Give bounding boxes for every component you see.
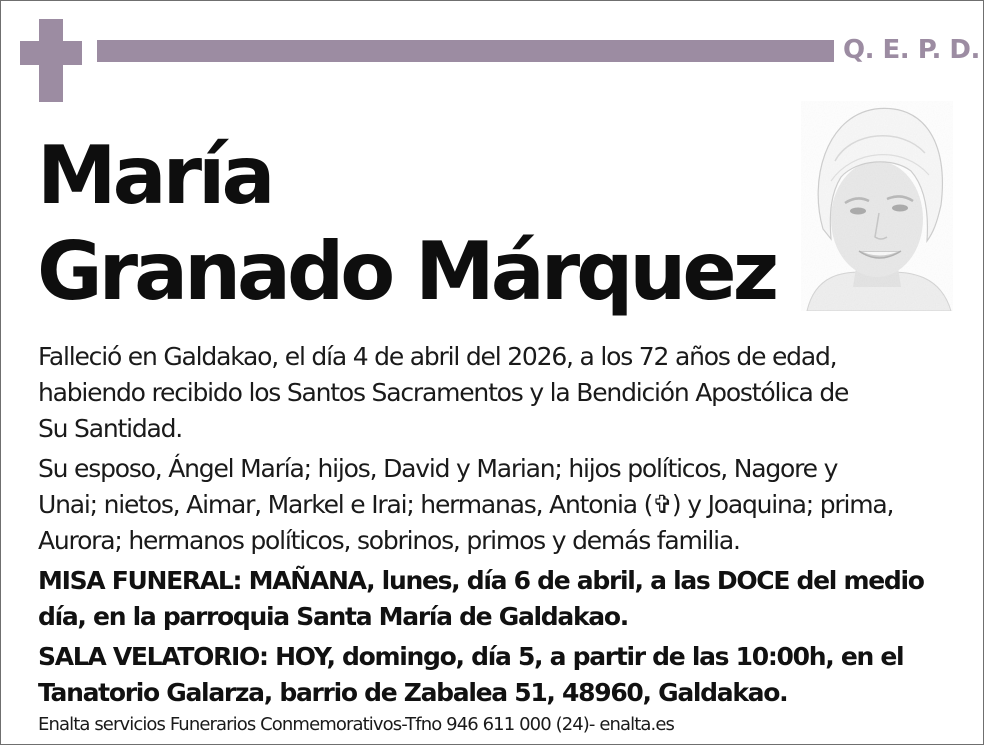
- funeral-line: MISA FUNERAL: MAÑANA, lunes, día 6 de abril, a las DOCE del medio: [38, 566, 924, 595]
- funeral-service-footer: Enalta servicios Funerarios Conmemorativos-Tfno 946 611 000 (24)- enalta.es: [38, 714, 675, 735]
- wake-line: Tanatorio Galarza, barrio de Zabalea 51, 48960, Galdakao.: [38, 678, 788, 707]
- family-line: Su esposo, Ángel María; hijos, David y Marian; hijos políticos, Nagore y: [38, 454, 838, 483]
- family-line: Unai; nietos, Aimar, Markel e Irai; hermanas, Antonia (✞) y Joaquina; prima,: [38, 490, 894, 519]
- deceased-last-name: Granado Márquez: [37, 225, 776, 318]
- cross-icon-bar: [20, 41, 82, 65]
- family-list: [38, 451, 948, 559]
- header-band: [97, 40, 834, 62]
- funeral-mass-info: [38, 563, 948, 635]
- portrait-photo: [801, 101, 953, 311]
- wake-line: SALA VELATORIO: HOY, domingo, día 5, a partir de las 10:00h, en el: [38, 642, 904, 671]
- death-notice-line: habiendo recibido los Santos Sacramentos y la Bendición Apostólica de: [38, 378, 849, 407]
- deceased-first-name: María: [37, 129, 272, 222]
- qepd-label: Q. E. P. D.: [843, 35, 980, 65]
- family-line: Aurora; hermanos políticos, sobrinos, primos y demás familia.: [38, 526, 740, 555]
- funeral-line: día, en la parroquia Santa María de Galdakao.: [38, 602, 628, 631]
- death-notice-line: Su Santidad.: [38, 414, 183, 443]
- death-notice-line: Falleció en Galdakao, el día 4 de abril del 2026, a los 72 años de edad,: [38, 342, 837, 371]
- wake-room-info: [38, 639, 948, 711]
- death-notice: [38, 339, 948, 447]
